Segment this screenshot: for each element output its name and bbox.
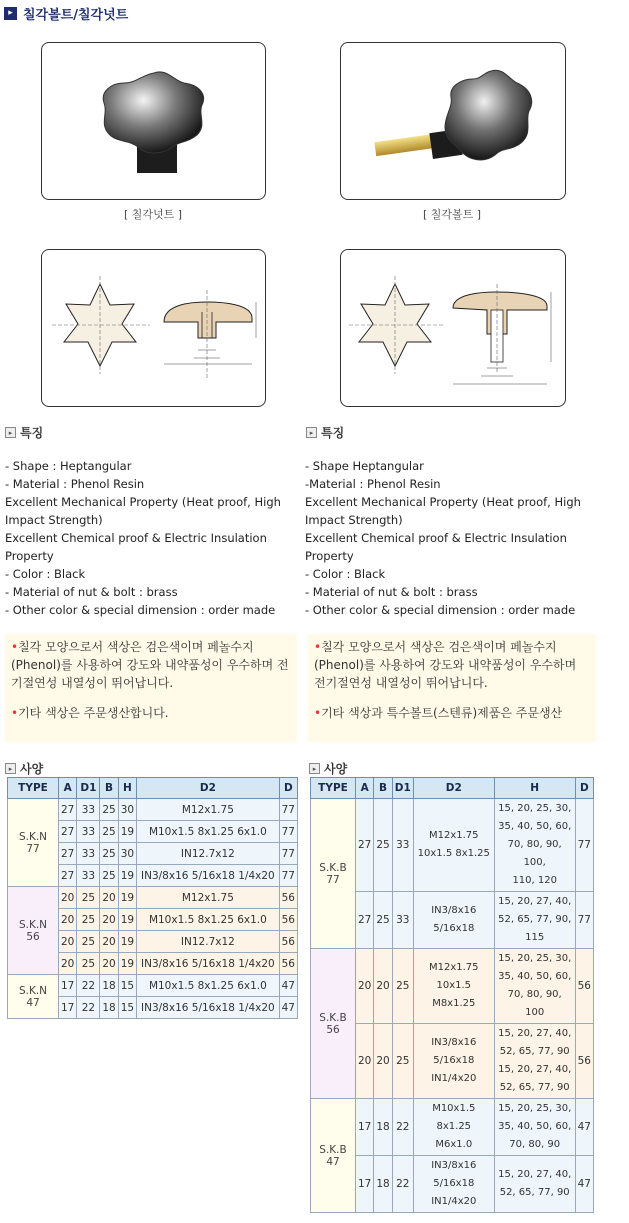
table-cell: 25	[77, 887, 100, 909]
table-cell: 25	[100, 799, 118, 821]
feature-line: Excellent Chemical proof & Electric Insulation	[5, 531, 267, 545]
table-cell: 22	[77, 975, 100, 997]
type-cell: S.K.B 47	[311, 1099, 356, 1213]
features-left	[5, 457, 297, 619]
table-cell: 15, 20, 27, 40, 52, 65, 77, 90	[494, 1156, 575, 1213]
table-cell: 20	[59, 909, 77, 931]
table-cell: 77	[575, 799, 593, 892]
feature-line: Property	[5, 549, 54, 563]
column-header: D	[279, 778, 297, 799]
table-cell: 15, 20, 27, 40, 52, 65, 77, 90, 115	[494, 892, 575, 949]
features-right	[305, 457, 605, 619]
table-cell: 17	[59, 975, 77, 997]
table-cell: 27	[59, 821, 77, 843]
table-cell: M12x1.75 10x1.5 M8x1.25	[413, 949, 494, 1024]
table-cell: 27	[59, 865, 77, 887]
bolt-caption: [ 칠각볼트 ]	[422, 208, 482, 221]
feature-line: - Material of nut & bolt : brass	[305, 585, 478, 599]
table-cell: 27	[59, 843, 77, 865]
nut-photo	[41, 42, 266, 200]
table-cell: M12x1.75	[137, 887, 280, 909]
note-text: 칠각 모양으로서 색상은 검은색이며 페놀수지(Phenol)를 사용하여 강도와 내약품성이 우수하며 전기절연성 내열성이 뛰어납니다.	[314, 640, 577, 690]
table-cell: 17	[356, 1156, 374, 1213]
feature-line: - Shape Heptangular	[305, 459, 424, 473]
column-header: D	[575, 778, 593, 799]
table-cell: 22	[392, 1156, 413, 1213]
table-cell: 20	[100, 887, 118, 909]
table-cell: 17	[59, 997, 77, 1019]
table-cell: 56	[575, 949, 593, 1024]
table-cell: IN12.7x12	[137, 843, 280, 865]
spec-heading-right: ▸ 사양	[309, 760, 347, 777]
table-cell: M10x1.5 8x1.25 6x1.0	[137, 975, 280, 997]
bolt-spec-table	[310, 777, 594, 1213]
table-cell: 25	[77, 931, 100, 953]
feature-line: Excellent Mechanical Property (Heat proof, High	[305, 495, 581, 509]
column-header: TYPE	[311, 778, 356, 799]
table-header-row	[311, 778, 594, 799]
type-cell: S.K.B 56	[311, 949, 356, 1099]
table-cell: 25	[77, 953, 100, 975]
table-cell: 47	[279, 975, 297, 997]
table-cell: 19	[118, 865, 136, 887]
table-cell: 19	[118, 953, 136, 975]
table-cell: IN12.7x12	[137, 931, 280, 953]
note-text: 기타 색상은 주문생산합니다.	[18, 706, 169, 720]
nut-spec-table	[7, 777, 298, 1019]
table-cell: M10x1.5 8x1.25 M6x1.0	[413, 1099, 494, 1156]
note-text: 기타 색상과 특수볼트(스텐류)제품은 주문생산	[321, 706, 563, 720]
table-cell: 18	[374, 1156, 392, 1213]
table-cell: 22	[392, 1099, 413, 1156]
column-header: A	[59, 778, 77, 799]
column-header: D1	[392, 778, 413, 799]
type-cell: S.K.N 77	[8, 799, 59, 887]
table-cell: 25	[100, 865, 118, 887]
table-cell: 56	[575, 1024, 593, 1099]
table-cell: 19	[118, 909, 136, 931]
table-cell: 20	[59, 931, 77, 953]
table-cell: 20	[100, 909, 118, 931]
bolt-photo	[340, 42, 566, 200]
table-cell: 18	[100, 975, 118, 997]
column-header: A	[356, 778, 374, 799]
table-cell: 15	[118, 975, 136, 997]
table-row	[8, 975, 298, 997]
table-cell: 27	[59, 799, 77, 821]
feature-line: Impact Strength)	[305, 513, 403, 527]
table-cell: 15, 20, 27, 40, 52, 65, 77, 90 15, 20, 27, 40, 52, 65, 77, 90	[494, 1024, 575, 1099]
features-heading-left: ▸ 특징	[5, 424, 43, 441]
column-header: H	[494, 778, 575, 799]
feature-line: - Color : Black	[5, 567, 86, 581]
chevron-right-icon: ▸	[4, 7, 17, 20]
features-heading-right: ▸ 특징	[306, 424, 344, 441]
table-cell: 15, 20, 25, 30, 35, 40, 50, 60, 70, 80, 90	[494, 1099, 575, 1156]
table-cell: 27	[356, 799, 374, 892]
table-cell: 25	[374, 799, 392, 892]
table-cell: 33	[77, 821, 100, 843]
table-cell: 27	[356, 892, 374, 949]
table-cell: 20	[356, 1024, 374, 1099]
table-cell: 18	[374, 1099, 392, 1156]
table-cell: IN3/8x16 5/16x18 1/4x20	[137, 953, 280, 975]
type-cell: S.K.N 56	[8, 887, 59, 975]
table-cell: IN3/8x16 5/16x18 1/4x20	[137, 865, 280, 887]
table-cell: 77	[279, 799, 297, 821]
feature-line: Excellent Chemical proof & Electric Insulation	[305, 531, 567, 545]
table-cell: 19	[118, 887, 136, 909]
table-cell: IN3/8x16 5/16x18 IN1/4x20	[413, 1156, 494, 1213]
table-cell: 56	[279, 909, 297, 931]
nut-drawing	[41, 249, 266, 407]
table-cell: 25	[374, 892, 392, 949]
feature-line: - Other color & special dimension : order made	[305, 603, 576, 617]
table-cell: 15	[118, 997, 136, 1019]
column-header: H	[118, 778, 136, 799]
table-cell: 25	[392, 1024, 413, 1099]
table-cell: 22	[77, 997, 100, 1019]
type-cell: S.K.B 77	[311, 799, 356, 949]
table-cell: IN3/8x16 5/16x18 IN1/4x20	[413, 1024, 494, 1099]
table-cell: 30	[118, 843, 136, 865]
table-row	[8, 887, 298, 909]
table-cell: 56	[279, 953, 297, 975]
table-cell: 20	[59, 887, 77, 909]
column-header: TYPE	[8, 778, 59, 799]
table-cell: 20	[356, 949, 374, 1024]
table-cell: 77	[279, 843, 297, 865]
table-cell: 17	[356, 1099, 374, 1156]
table-cell: M12x1.75 10x1.5 8x1.25	[413, 799, 494, 892]
type-cell: S.K.N 47	[8, 975, 59, 1019]
table-cell: 19	[118, 821, 136, 843]
note-box-left: •칠각 모양으로서 색상은 검은색이며 페놀수지(Phenol)를 사용하여 강도와 내약품성이 우수하며 전기절연성 내열성이 뛰어납니다. •기타 색상은 주문생산합니다.	[5, 634, 297, 742]
table-cell: 77	[279, 821, 297, 843]
section-arrow-icon: ▸	[5, 427, 16, 438]
table-cell: 20	[374, 1024, 392, 1099]
table-cell: 20	[100, 953, 118, 975]
feature-line: Impact Strength)	[5, 513, 103, 527]
feature-line: - Other color & special dimension : order made	[5, 603, 276, 617]
table-cell: 47	[575, 1099, 593, 1156]
table-row	[311, 949, 594, 1024]
nut-caption: [ 칠각넛트 ]	[123, 208, 183, 221]
table-row	[8, 799, 298, 821]
spec-heading-left: ▸ 사양	[5, 760, 43, 777]
section-arrow-icon: ▸	[306, 427, 317, 438]
section-arrow-icon: ▸	[309, 763, 320, 774]
table-cell: 20	[374, 949, 392, 1024]
table-cell: 47	[575, 1156, 593, 1213]
table-cell: 30	[118, 799, 136, 821]
table-cell: 20	[100, 931, 118, 953]
column-header: D2	[413, 778, 494, 799]
table-cell: 18	[100, 997, 118, 1019]
table-cell: 33	[392, 799, 413, 892]
table-cell: 25	[77, 909, 100, 931]
column-header: D2	[137, 778, 280, 799]
note-box-right: •칠각 모양으로서 색상은 검은색이며 페놀수지(Phenol)를 사용하여 강도와 내약품성이 우수하며 전기절연성 내열성이 뛰어납니다. •기타 색상과 특수볼트(스텐류)제품은 주문생산	[308, 634, 596, 742]
table-cell: 33	[77, 843, 100, 865]
table-cell: 19	[118, 931, 136, 953]
table-row	[311, 1099, 594, 1156]
feature-line: -Material : Phenol Resin	[305, 477, 441, 491]
note-text: 칠각 모양으로서 색상은 검은색이며 페놀수지(Phenol)를 사용하여 강도와 내약품성이 우수하며 전기절연성 내열성이 뛰어납니다.	[11, 640, 289, 690]
table-cell: IN3/8x16 5/16x18 1/4x20	[137, 997, 280, 1019]
table-cell: 25	[100, 821, 118, 843]
table-cell: 77	[575, 892, 593, 949]
table-cell: 15, 20, 25, 30, 35, 40, 50, 60, 70, 80, 90, 100, 110, 120	[494, 799, 575, 892]
feature-line: Excellent Mechanical Property (Heat proof, High	[5, 495, 281, 509]
table-cell: 20	[59, 953, 77, 975]
feature-line: - Shape : Heptangular	[5, 459, 132, 473]
table-cell: 56	[279, 887, 297, 909]
column-header: B	[374, 778, 392, 799]
table-cell: 33	[77, 865, 100, 887]
table-cell: 15, 20, 25, 30, 35, 40, 50, 60, 70, 80, 90, 100	[494, 949, 575, 1024]
table-cell: 25	[100, 843, 118, 865]
feature-line: - Material : Phenol Resin	[5, 477, 145, 491]
table-cell: 25	[392, 949, 413, 1024]
bolt-drawing	[340, 249, 566, 407]
table-cell: 56	[279, 931, 297, 953]
feature-line: Property	[305, 549, 354, 563]
table-header-row	[8, 778, 298, 799]
table-cell: IN3/8x16 5/16x18	[413, 892, 494, 949]
column-header: D1	[77, 778, 100, 799]
table-cell: 33	[392, 892, 413, 949]
table-cell: M10x1.5 8x1.25 6x1.0	[137, 821, 280, 843]
table-cell: M10x1.5 8x1.25 6x1.0	[137, 909, 280, 931]
page-title-bar	[4, 3, 128, 23]
table-cell: 33	[77, 799, 100, 821]
table-cell: 47	[279, 997, 297, 1019]
feature-line: - Material of nut & bolt : brass	[5, 585, 178, 599]
table-cell: 77	[279, 865, 297, 887]
page-title: 칠각볼트/칠각넛트	[23, 7, 129, 23]
table-row	[311, 799, 594, 892]
feature-line: - Color : Black	[305, 567, 386, 581]
table-cell: M12x1.75	[137, 799, 280, 821]
section-arrow-icon: ▸	[5, 763, 16, 774]
column-header: B	[100, 778, 118, 799]
